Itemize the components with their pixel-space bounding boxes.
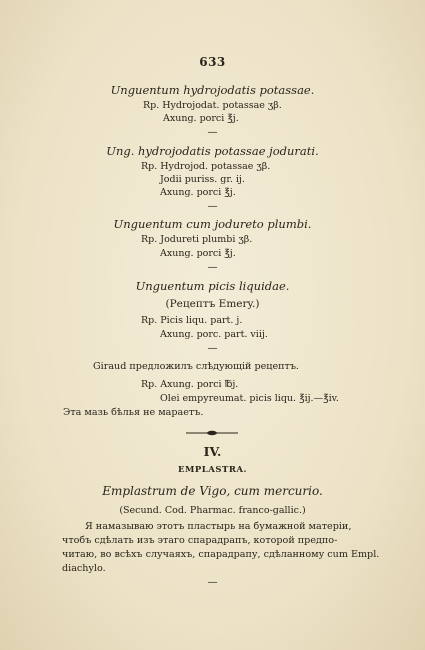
recipe-title: Unguentum cum jodureto plumbi. bbox=[113, 217, 312, 231]
recipe-title: Unguentum hydrojodatis potassae. bbox=[110, 83, 315, 97]
recipe-title: Ung. hydrojodatis potassae jodurati. bbox=[106, 144, 319, 158]
paragraph-line: Giraud предложилъ слѣдующій рецептъ. bbox=[93, 361, 299, 372]
separator-dash: — bbox=[207, 577, 218, 588]
paragraph-line: читаю, во всѣхъ случаяхъ, спарадрапу, сдѣланному cum Empl. bbox=[62, 549, 380, 560]
paragraph-line: Я намазываю этотъ пластырь на бумажной матеріи, bbox=[85, 521, 352, 532]
paragraph-line: Эта мазь бѣлья не мараетъ. bbox=[63, 407, 204, 418]
recipe-line: Rp. Hydrojodat. potassae ʒβ. bbox=[143, 100, 282, 111]
recipe-subtitle: (Рецептъ Emery.) bbox=[165, 298, 260, 310]
recipe-line: Axung. porc. part. viij. bbox=[160, 329, 268, 340]
paragraph-line: diachylo. bbox=[62, 563, 106, 574]
chapter-number: IV. bbox=[203, 444, 222, 459]
recipe-line: Axung. porci ℥j. bbox=[160, 248, 236, 259]
recipe-line: Axung. porci ℥j. bbox=[163, 113, 239, 124]
recipe-line: Olei empyreumat. picis liqu. ℥ij.—℥iv. bbox=[160, 393, 339, 404]
separator-dash: — bbox=[207, 127, 218, 138]
source-note: (Secund. Cod. Pharmac. franco-gallic.) bbox=[119, 505, 306, 516]
recipe-title: Emplastrum de Vigo, cum mercurio. bbox=[102, 484, 323, 498]
recipe-line: Rp. Axung. porci ℔j. bbox=[141, 379, 239, 390]
separator-dash: — bbox=[207, 201, 218, 212]
separator-dash: — bbox=[207, 262, 218, 273]
recipe-line: Rp. Jodureti plumbi ʒβ. bbox=[141, 234, 253, 245]
ornamental-rule bbox=[186, 430, 238, 436]
chapter-heading: EMPLASTRA. bbox=[178, 465, 247, 475]
paragraph-line: чтобъ сдѣлать изъ этаго спарадрапъ, которой предпо- bbox=[62, 535, 338, 546]
recipe-title: Unguentum picis liquidae. bbox=[135, 279, 290, 293]
recipe-line: Rp. Picis liqu. part. j. bbox=[141, 315, 243, 326]
recipe-line: Axung. porci ℥j. bbox=[160, 187, 236, 198]
separator-dash: — bbox=[207, 343, 218, 354]
page-number: 633 bbox=[199, 55, 226, 69]
recipe-line: Rp. Hydrojod. potassae ʒβ. bbox=[141, 161, 271, 172]
recipe-line: Jodii puriss. gr. ij. bbox=[160, 174, 245, 185]
